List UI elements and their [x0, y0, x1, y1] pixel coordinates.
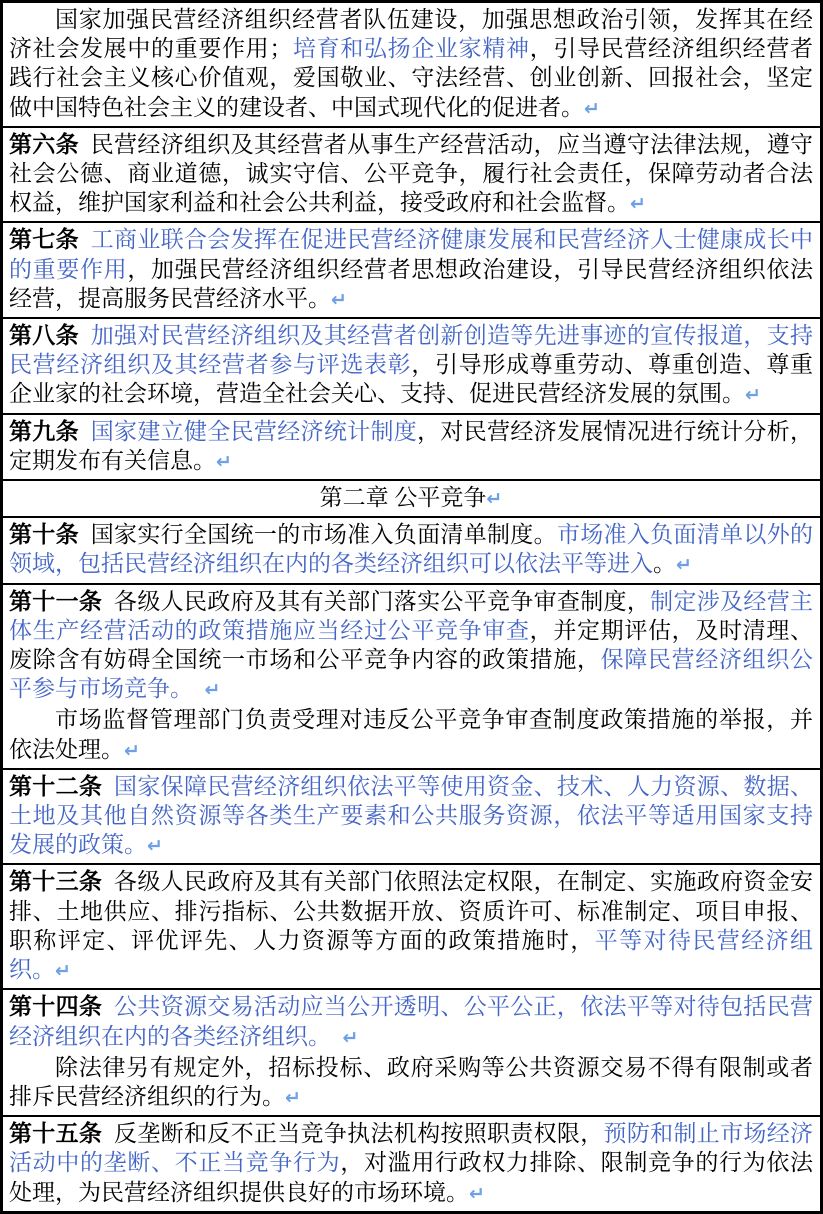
- article-number: 第十二条: [9, 773, 114, 799]
- article-cell: [2, 1116, 822, 1212]
- chapter-heading-cell: [2, 480, 822, 517]
- body-text: [331, 1024, 343, 1049]
- body-text: 国家实行全国统一的市场准入负面清单制度。: [90, 522, 557, 548]
- article-cell: [2, 864, 822, 989]
- highlighted-text: 培育和弘扬企业家精神: [292, 36, 530, 62]
- body-text: 民营经济组织及其经营者从事生产经营活动，应当遵守法律法规，遵守社会公德、商业道德，诚实守信、公平竞争，履行社会责任，保障劳动者合法权益，维护国家利益和社会公共利益，接受政府和社会监督。: [9, 131, 814, 216]
- paragraph: [9, 705, 813, 765]
- body-text: 各级人民政府及其有关部门依照法定权限，在制定、实施政府资金安排、土地供应、排污指标、公共数据开放、资质许可、标准制定、项目申报、职称评定、评优评先、人力资源等方面的政策措施时，: [9, 869, 814, 953]
- highlighted-text: 预防和制止市场经济活动中的垄断、不正当竞争行为: [9, 1121, 814, 1176]
- highlighted-text: 工商业联合会发挥在促进民营经济健康发展和民营经济人士健康成长中的重要作用: [9, 227, 814, 282]
- paragraph: [9, 417, 813, 477]
- body-text: ，并定期评估，及时清理、废除含有妨碍全国统一市场和公平竞争内容的政策措施，: [9, 617, 814, 673]
- body-text: 第二章 公平竞争: [319, 485, 487, 511]
- table-row: [2, 414, 822, 480]
- paragraph: [9, 587, 813, 706]
- paragraph: [9, 992, 813, 1052]
- body-text: ，加强民营经济组织经营者思想政治建设，引导民营经济组织依法经营，提高服务民营经济水平。: [9, 256, 814, 311]
- paragraph-mark-icon: ↵: [216, 450, 232, 473]
- table-row: [2, 989, 822, 1116]
- article-cell: [2, 584, 822, 769]
- article-number: 第十四条: [9, 994, 114, 1020]
- article-cell: [2, 769, 822, 865]
- table-row: [2, 864, 822, 989]
- body-text: 反垄断和反不正当竞争执法机构按照职责权限，: [113, 1121, 604, 1147]
- paragraph-mark-icon: ↵: [469, 1182, 485, 1205]
- highlighted-text: 制定涉及经营主体生产经营活动的政策措施应当经过公平竞争审查: [9, 588, 814, 643]
- paragraph-mark-icon: ↵: [147, 835, 163, 858]
- paragraph: [9, 867, 813, 986]
- article-number: 第九条: [9, 418, 91, 444]
- article-cell: [2, 989, 822, 1116]
- highlighted-text: 国家保障民营经济组织依法平等使用资金、技术、人力资源、数据、土地及其他自然资源等各类生产要素和公共服务资源，依法平等适用国家支持发展的政策。: [9, 773, 814, 858]
- article-cell: [2, 414, 822, 480]
- article-number: 第六条: [9, 131, 91, 157]
- paragraph-mark-icon: ↵: [630, 193, 646, 216]
- paragraph-mark-icon: ↵: [745, 384, 761, 407]
- body-text: ，引导形成尊重劳动、尊重创造、尊重企业家的社会环境，营造全社会关心、支持、促进民营经济发展的氛围。: [9, 352, 814, 407]
- paragraph: [9, 321, 813, 411]
- highlighted-text: 市场准入负面清单以外的领域，包括民营经济组织在内的各类经济组织可以依法平等进入: [9, 522, 814, 577]
- table-row: [2, 222, 822, 318]
- paragraph: [9, 1053, 813, 1113]
- paragraph-mark-icon: ↵: [124, 739, 140, 762]
- body-text: 市场监督管理部门负责受理对违反公平竞争审查制度政策措施的举报，并依法处理。: [9, 707, 813, 762]
- chapter-heading: [9, 483, 813, 514]
- paragraph: [9, 130, 813, 220]
- article-cell: [2, 2, 822, 127]
- article-cell: [2, 127, 822, 223]
- article-cell: [2, 517, 822, 583]
- article-number: 第十条: [9, 522, 91, 548]
- paragraph: [9, 772, 813, 862]
- highlighted-text: 国家建立健全民营经济统计制度: [90, 418, 418, 444]
- body-text: ，对民营经济发展情况进行统计分析，定期发布有关信息。: [9, 418, 814, 473]
- body-text: 。: [653, 551, 676, 577]
- law-table-body: [2, 2, 822, 1213]
- paragraph-mark-icon: ↵: [331, 288, 347, 311]
- table-row: [2, 517, 822, 583]
- body-text: [193, 676, 205, 701]
- paragraph-mark-icon: ↵: [204, 679, 221, 702]
- table-row: [2, 2, 822, 127]
- body-text: ，对滥用行政权力排除、限制竞争的行为依法处理，为民营经济组织提供良好的市场环境。: [9, 1150, 814, 1205]
- body-text: 国家加强民营经济组织经营者队伍建设，加强思想政治引领，发挥其在经济社会发展中的重要作用；: [9, 7, 813, 62]
- article-number: 第八条: [9, 323, 91, 349]
- article-number: 第七条: [9, 227, 91, 253]
- article-number: 第十五条: [9, 1121, 114, 1147]
- article-number: 第十三条: [9, 869, 114, 895]
- paragraph: [9, 1119, 813, 1209]
- table-row: [2, 769, 822, 865]
- table-row: [2, 584, 822, 769]
- paragraph-mark-icon: ↵: [55, 960, 71, 983]
- paragraph-mark-icon: ↵: [676, 554, 692, 577]
- paragraph: [9, 5, 813, 124]
- paragraph: [9, 225, 813, 315]
- highlighted-text: 加强对民营经济组织及其经营者创新创造等先进事迹的宣传报道，支持民营经济组织及其经营者参与评选表彰: [9, 323, 814, 378]
- paragraph-mark-icon: ↵: [285, 1086, 301, 1109]
- body-text: 除法律另有规定外，招标投标、政府采购等公共资源交易不得有限制或者排斥民营经济组织的行为。: [9, 1054, 813, 1109]
- body-text: 各级人民政府及其有关部门落实公平竞争审查制度，: [113, 588, 651, 614]
- highlighted-text: 保障民营经济组织公平参与市场竞争。: [9, 647, 814, 702]
- chapter-heading-row: [2, 480, 822, 517]
- paragraph-mark-icon: ↵: [486, 488, 503, 511]
- body-text: ，引导民营经济组织经营者践行社会主义核心价值观，爱国敬业、守法经营、创业创新、回报社会，坚定做中国特色社会主义的建设者、中国式现代化的促进者。: [9, 36, 814, 120]
- article-number: 第十一条: [9, 588, 114, 614]
- paragraph-mark-icon: ↵: [584, 97, 600, 120]
- table-row: [2, 127, 822, 223]
- highlighted-text: 平等对待民营经济组织。: [9, 927, 813, 983]
- highlighted-text: 公共资源交易活动应当公开透明、公平公正，依法平等对待包括民营经济组织在内的各类经济组织。: [9, 994, 814, 1049]
- paragraph-mark-icon: ↵: [342, 1026, 359, 1049]
- table-row: [2, 1116, 822, 1212]
- paragraph: [9, 520, 813, 580]
- article-cell: [2, 222, 822, 318]
- table-row: [2, 318, 822, 414]
- article-cell: [2, 318, 822, 414]
